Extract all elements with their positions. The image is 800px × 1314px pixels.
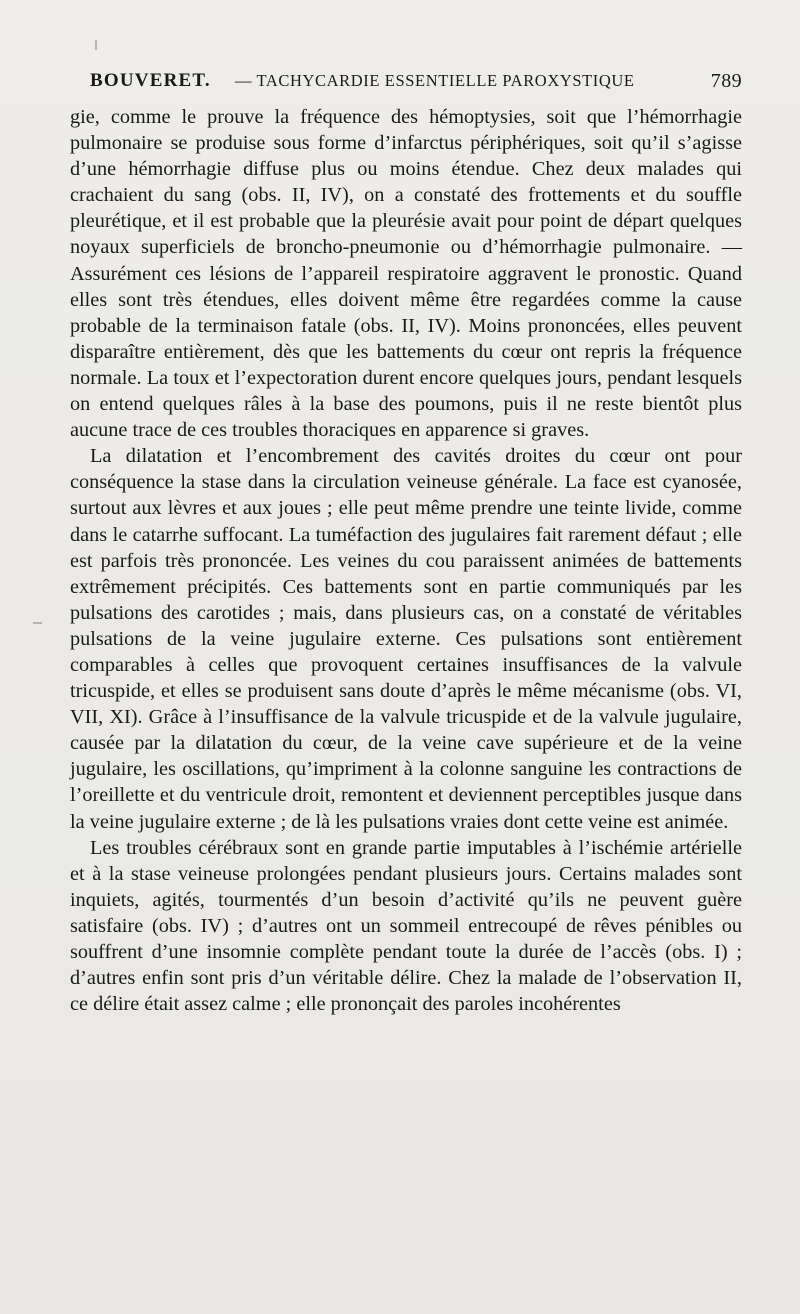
page-number: 789 bbox=[710, 70, 742, 92]
paragraph-cerebral: Les troubles cérébraux sont en grande partie imputables à l’ischémie artérielle et à la stase veineuse prolongées pendant plusieurs jours. Certains malades sont inquiets, agités, tourmentés d’un besoin d’activité qu’ils ne peuvent guère satisfaire (obs. IV) ; d’autres ont un sommeil entrecoupé de rêves pénibles ou souffrent d’une insomnie complète pendant toute la durée de l’accès (obs. I) ; d’autres enfin sont pris d’un véritable délire. Chez la malade de l’observation II, ce délire était assez calme ; elle prononçait des paroles incohérentes bbox=[70, 836, 742, 1016]
scan-mark bbox=[33, 622, 42, 624]
body-text bbox=[70, 104, 742, 1017]
paragraph-continuation: gie, comme le prouve la fréquence des hémoptysies, soit que l’hémorrhagie pulmonaire se produise sous forme d’infarctus périphériques, soit qu’il s’agisse d’une hémorrhagie diffuse plus ou moins étendue. Chez deux malades qui crachaient du sang (obs. II, IV), on a constaté des frottements et du souffle pleurétique, et il est probable que la pleurésie avait pour point de départ quelques noyaux superficiels de broncho-pneumonie ou d’hémorrhagie pulmonaire. — Assurément ces lésions de l’appareil respiratoire aggravent le pronostic. Quand elles sont très étendues, elles doivent même être regardées comme la cause probable de la terminaison fatale (obs. II, IV). Moins prononcées, elles peuvent disparaître entièrement, dès que les battements du cœur ont repris la fréquence normale. La toux et l’expectoration durent encore quelques jours, pendant lesquels on entend quelques râles à la base des poumons, puis il ne reste bientôt plus aucune trace de ces troubles thoraciques en apparence si graves. bbox=[70, 106, 742, 442]
running-header bbox=[90, 70, 742, 100]
scan-mark bbox=[95, 40, 97, 50]
header-title: — TACHYCARDIE ESSENTIELLE PAROXYSTIQUE bbox=[235, 71, 635, 90]
header-author: BOUVERET. bbox=[90, 70, 211, 91]
paragraph-circulation: La dilatation et l’encombrement des cavités droites du cœur ont pour conséquence la stase dans la circulation veineuse générale. La face est cyanosée, surtout aux lèvres et aux joues ; elle peut même prendre une teinte livide, comme dans le catarrhe suffocant. La tuméfaction des jugulaires fait rarement défaut ; elle est parfois très prononcée. Les veines du cou paraissent animées de battements extrêmement précipités. Ces battements sont en partie communiqués par les pulsations des carotides ; mais, dans plusieurs cas, on a constaté de véritables pulsations de la veine jugulaire externe. Ces pulsations sont entièrement comparables à celles que provoquent certaines insuffisances de la valvule tricuspide, et elles se produisent sans doute d’après le même mécanisme (obs. VI, VII, XI). Grâce à l’insuffisance de la valvule tricuspide et de la valvule jugulaire, causée par la dilatation du cœur, de la veine cave supérieure et de la veine jugulaire, les oscillations, qu’impriment à la colonne sanguine les contractions de l’oreillette et du ventricule droit, remontent et deviennent perceptibles jusque dans la veine jugulaire externe ; de là les pulsations vraies dont cette veine est animée. bbox=[70, 445, 742, 833]
